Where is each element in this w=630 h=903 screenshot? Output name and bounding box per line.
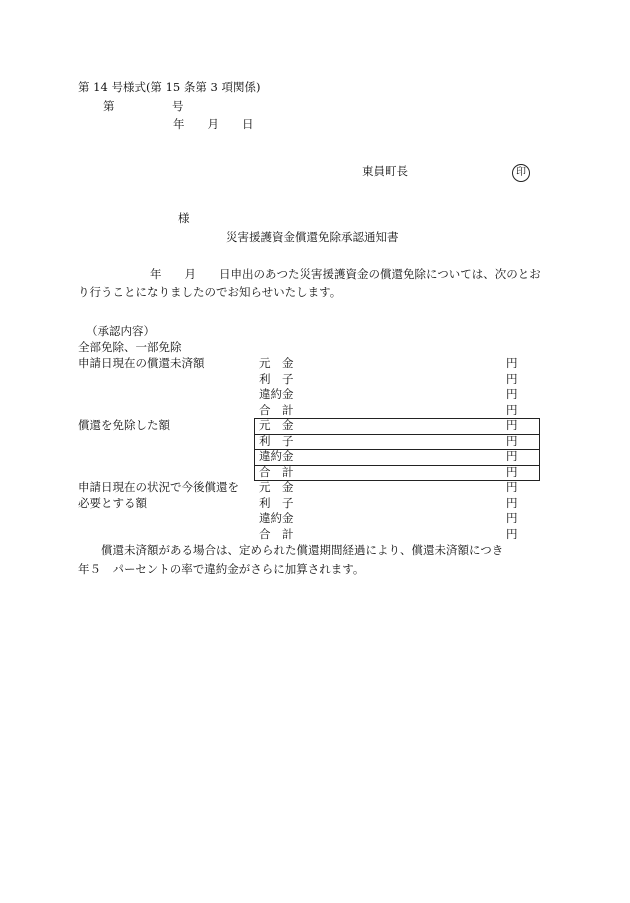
document-number-line: 第 号 <box>103 99 184 113</box>
amount-box <box>254 418 540 435</box>
amount-unit: 円 <box>506 387 518 401</box>
amount-item-label: 元 金 <box>259 356 294 370</box>
amount-box <box>254 465 540 482</box>
amount-item-label: 利 子 <box>259 495 294 510</box>
seal-mark: 印 <box>512 164 530 182</box>
approval-type-options: 全部免除、一部免除 <box>78 340 182 354</box>
date-line: 年 月 日 <box>173 117 254 131</box>
recipient-suffix: 様 <box>178 211 190 225</box>
body-line-2: り行うことになりましたのでお知らせいたします。 <box>78 285 342 299</box>
amount-unit: 円 <box>506 356 518 370</box>
amount-unit: 円 <box>506 433 518 448</box>
footer-note-line-2: 年５ パーセントの率で違約金がさらに加算されます。 <box>78 562 365 576</box>
section-label: 償還を免除した額 <box>78 418 170 432</box>
amount-item-label: 合 計 <box>259 402 294 417</box>
amount-unit: 円 <box>506 464 518 479</box>
amount-item-label: 元 金 <box>259 418 294 432</box>
amount-item-label: 違約金 <box>259 511 294 525</box>
document-title: 災害援護資金償還免除承認通知書 <box>226 230 399 244</box>
section-label: 申請日現在の償還未済額 <box>78 356 205 370</box>
amount-unit: 円 <box>506 480 518 494</box>
amount-box <box>254 449 540 466</box>
amount-item-label: 利 子 <box>259 433 294 448</box>
section-label: 申請日現在の状況で今後償還を <box>78 480 239 494</box>
amount-unit: 円 <box>506 495 518 510</box>
amount-unit: 円 <box>506 449 518 463</box>
amount-item-label: 合 計 <box>259 464 294 479</box>
amount-unit: 円 <box>506 402 518 417</box>
amount-item-label: 合 計 <box>259 526 294 541</box>
amount-item-label: 違約金 <box>259 387 294 401</box>
amount-unit: 円 <box>506 526 518 541</box>
footer-note-line-1: 償還未済額がある場合は、定められた償還期間経過により、償還未済額につき <box>101 543 504 557</box>
form-number: 第 14 号様式(第 15 条第 3 項関係) <box>78 80 261 94</box>
amount-box <box>254 434 540 451</box>
body-line-1: 年 月 日申出のあつた災害援護資金の償還免除については、次のとお <box>150 267 541 281</box>
amount-unit: 円 <box>506 511 518 525</box>
amount-item-label: 利 子 <box>259 371 294 386</box>
section-label: 必要とする額 <box>78 495 147 510</box>
amount-item-label: 元 金 <box>259 480 294 494</box>
amount-unit: 円 <box>506 418 518 432</box>
approval-heading: （承認内容） <box>86 324 155 338</box>
amount-unit: 円 <box>506 371 518 386</box>
issuer-name: 東員町長 <box>362 164 408 178</box>
amount-item-label: 違約金 <box>259 449 294 463</box>
